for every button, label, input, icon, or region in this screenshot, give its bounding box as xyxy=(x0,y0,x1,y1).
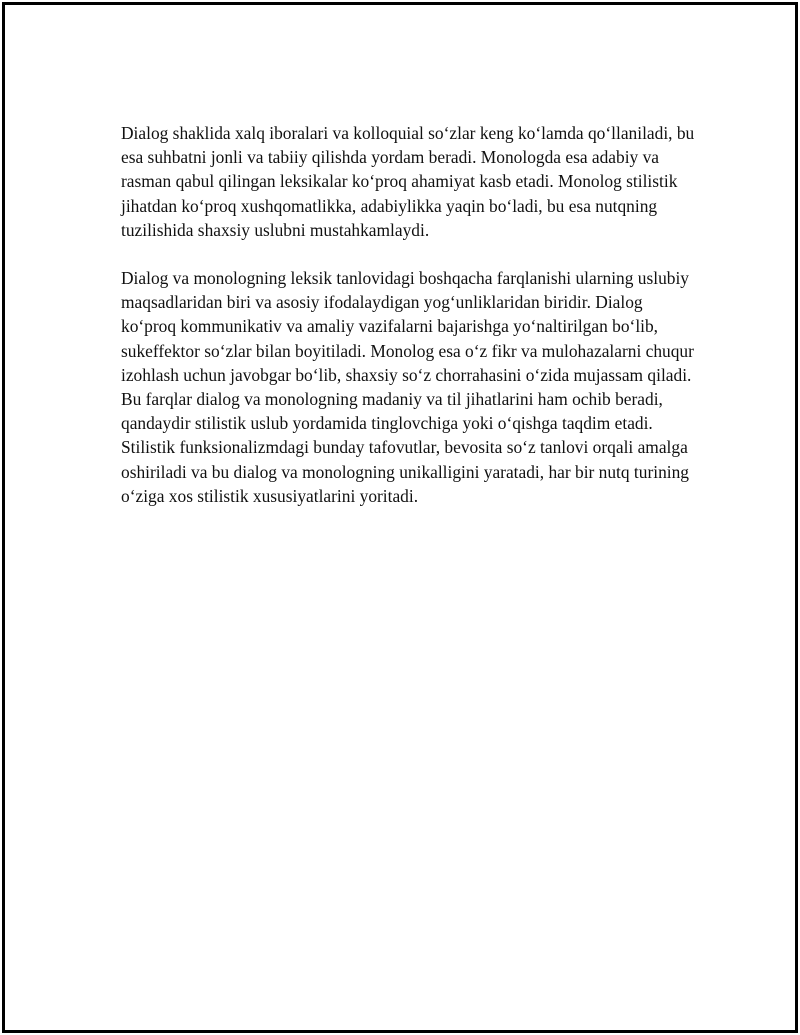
page-frame xyxy=(2,2,798,1033)
document-body xyxy=(121,121,701,532)
paragraph-2: Dialog va monologning leksik tanlovidagi boshqacha farqlanishi ularning uslubiy maqsadlaridan biri va asosiy ifodalaydigan yog‘unliklaridan biridir. Dialog ko‘proq kommunikativ va amaliy vazifalarni bajarishga yo‘naltirilgan bo‘lib, sukeffektor so‘zlar bilan boyitiladi. Monolog esa o‘z fikr va mulohazalarni chuqur izohlash uchun javobgar bo‘lib, shaxsiy so‘z chorrahasini o‘zida mujassam qiladi. Bu farqlar dialog va monologning madaniy va til jihatlarini ham ochib beradi, qandaydir stilistik uslub yordamida tinglovchiga yoki o‘qishga taqdim etadi. Stilistik funksionalizmdagi bunday tafovutlar, bevosita so‘z tanlovi orqali amalga oshiriladi va bu dialog va monologning unikalligini yaratadi, har bir nutq turining o‘ziga xos stilistik xususiyatlarini yoritadi. xyxy=(121,268,694,506)
paragraph-1: Dialog shaklida xalq iboralari va kolloquial so‘zlar keng ko‘lamda qo‘llaniladi, bu esa suhbatni jonli va tabiiy qilishda yordam beradi. Monologda esa adabiy va rasman qabul qilingan leksikalar ko‘proq ahamiyat kasb etadi. Monolog stilistik jihatdan ko‘proq xushqomatlikka, adabiylikka yaqin bo‘ladi, bu esa nutqning tuzilishida shaxsiy uslubni mustahkamlaydi. xyxy=(121,123,695,240)
